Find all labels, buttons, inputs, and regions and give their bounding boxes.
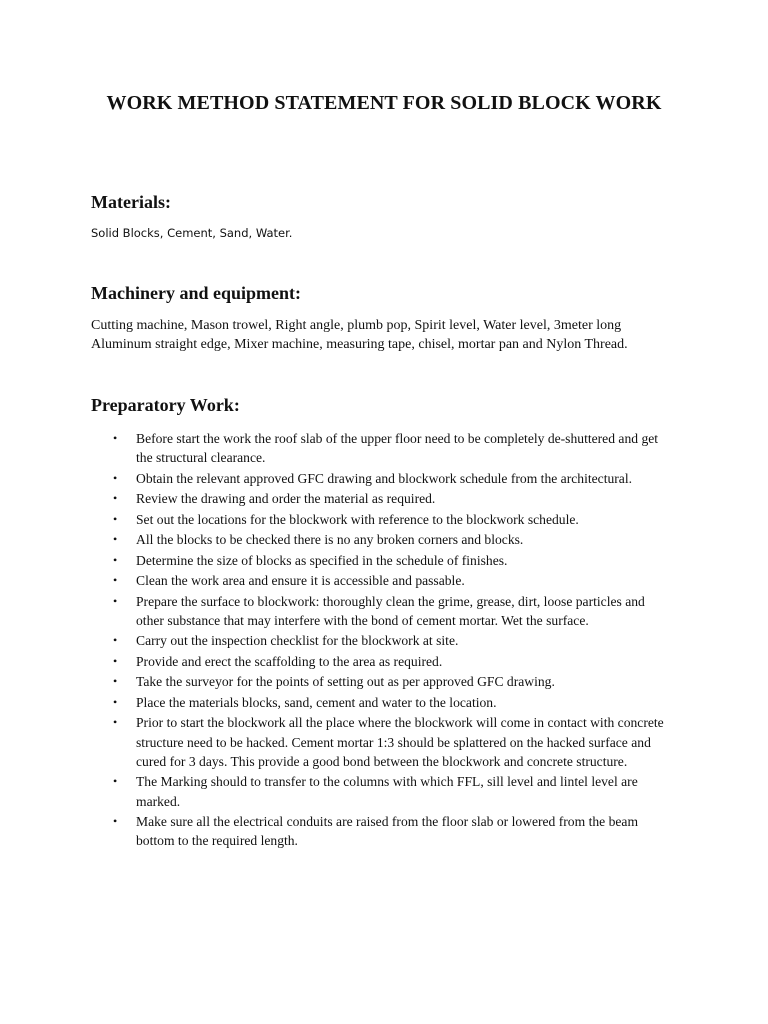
list-item-text: Prepare the surface to blockwork: thoroughly clean the grime, grease, dirt, loose particles and other substance that may interfere with the bond of cement mortar. Wet the surface. xyxy=(136,593,645,628)
bullet-icon: • xyxy=(113,774,118,789)
list-item-text: Obtain the relevant approved GFC drawing and blockwork schedule from the architectural. xyxy=(136,470,633,486)
machinery-text: Cutting machine, Mason trowel, Right angle, plumb pop, Spirit level, Water level, 3meter long Aluminum straight edge, Mixer machine, measuring tape, chisel, mortar pan and Nylon Thread. xyxy=(91,318,628,352)
bullet-icon: • xyxy=(113,814,118,829)
bullet-icon: • xyxy=(113,715,118,730)
list-item xyxy=(113,571,676,590)
list-item xyxy=(113,772,676,810)
bullet-icon: • xyxy=(113,694,118,709)
list-item-text: Set out the locations for the blockwork with reference to the blockwork schedule. xyxy=(136,511,579,527)
list-item xyxy=(113,530,676,549)
list-item-text: Determine the size of blocks as specified in the schedule of finishes. xyxy=(136,552,508,568)
list-item xyxy=(113,631,676,650)
document-title: WORK METHOD STATEMENT FOR SOLID BLOCK WORK xyxy=(106,92,662,114)
bullet-icon: • xyxy=(113,573,118,588)
list-item xyxy=(113,652,676,671)
list-item-text: Carry out the inspection checklist for the blockwork at site. xyxy=(136,633,459,649)
list-item-text: All the blocks to be checked there is no any broken corners and blocks. xyxy=(136,532,524,548)
list-item-text: Before start the work the roof slab of the upper floor need to be completely de-shuttered and get the structural clearance. xyxy=(136,431,659,466)
list-item xyxy=(113,469,676,488)
list-item-text: Clean the work area and ensure it is accessible and passable. xyxy=(136,573,465,589)
bullet-icon: • xyxy=(113,633,118,648)
list-item-text: Place the materials blocks, sand, cement and water to the location. xyxy=(136,694,497,710)
list-item xyxy=(113,672,676,691)
list-item xyxy=(113,489,676,508)
list-item-text: The Marking should to transfer to the columns with which FFL, sill level and lintel level are marked. xyxy=(136,774,638,809)
bullet-icon: • xyxy=(113,470,118,485)
bullet-icon: • xyxy=(113,552,118,567)
list-item xyxy=(113,713,676,771)
list-item xyxy=(113,592,676,630)
bullet-icon: • xyxy=(113,511,118,526)
list-item xyxy=(113,429,676,467)
materials-heading: Materials: xyxy=(91,192,171,212)
bullet-icon: • xyxy=(113,532,118,547)
bullet-icon: • xyxy=(113,593,118,608)
machinery-heading: Machinery and equipment: xyxy=(91,283,302,303)
list-item xyxy=(113,510,676,529)
list-item xyxy=(113,693,676,712)
list-item-text: Make sure all the electrical conduits are raised from the floor slab or lowered from the beam bottom to the required length. xyxy=(136,814,639,849)
preparatory-list xyxy=(113,429,676,852)
materials-text: Solid Blocks, Cement, Sand, Water. xyxy=(91,226,293,240)
preparatory-heading: Preparatory Work: xyxy=(91,395,240,415)
list-item-text: Review the drawing and order the material as required. xyxy=(136,491,436,507)
list-item-text: Provide and erect the scaffolding to the area as required. xyxy=(136,653,443,669)
bullet-icon: • xyxy=(113,491,118,506)
list-item xyxy=(113,812,676,850)
list-item-text: Prior to start the blockwork all the place where the blockwork will come in contact with concrete structure need to be hacked. Cement mortar 1:3 should be splattered on the hacked surface and cured for 3 days. This provide a good bond between the blockwork and concrete structure. xyxy=(136,715,664,769)
list-item xyxy=(113,551,676,570)
list-item-text: Take the surveyor for the points of setting out as per approved GFC drawing. xyxy=(136,674,555,690)
bullet-icon: • xyxy=(113,653,118,668)
bullet-icon: • xyxy=(113,674,118,689)
bullet-icon: • xyxy=(113,431,118,445)
